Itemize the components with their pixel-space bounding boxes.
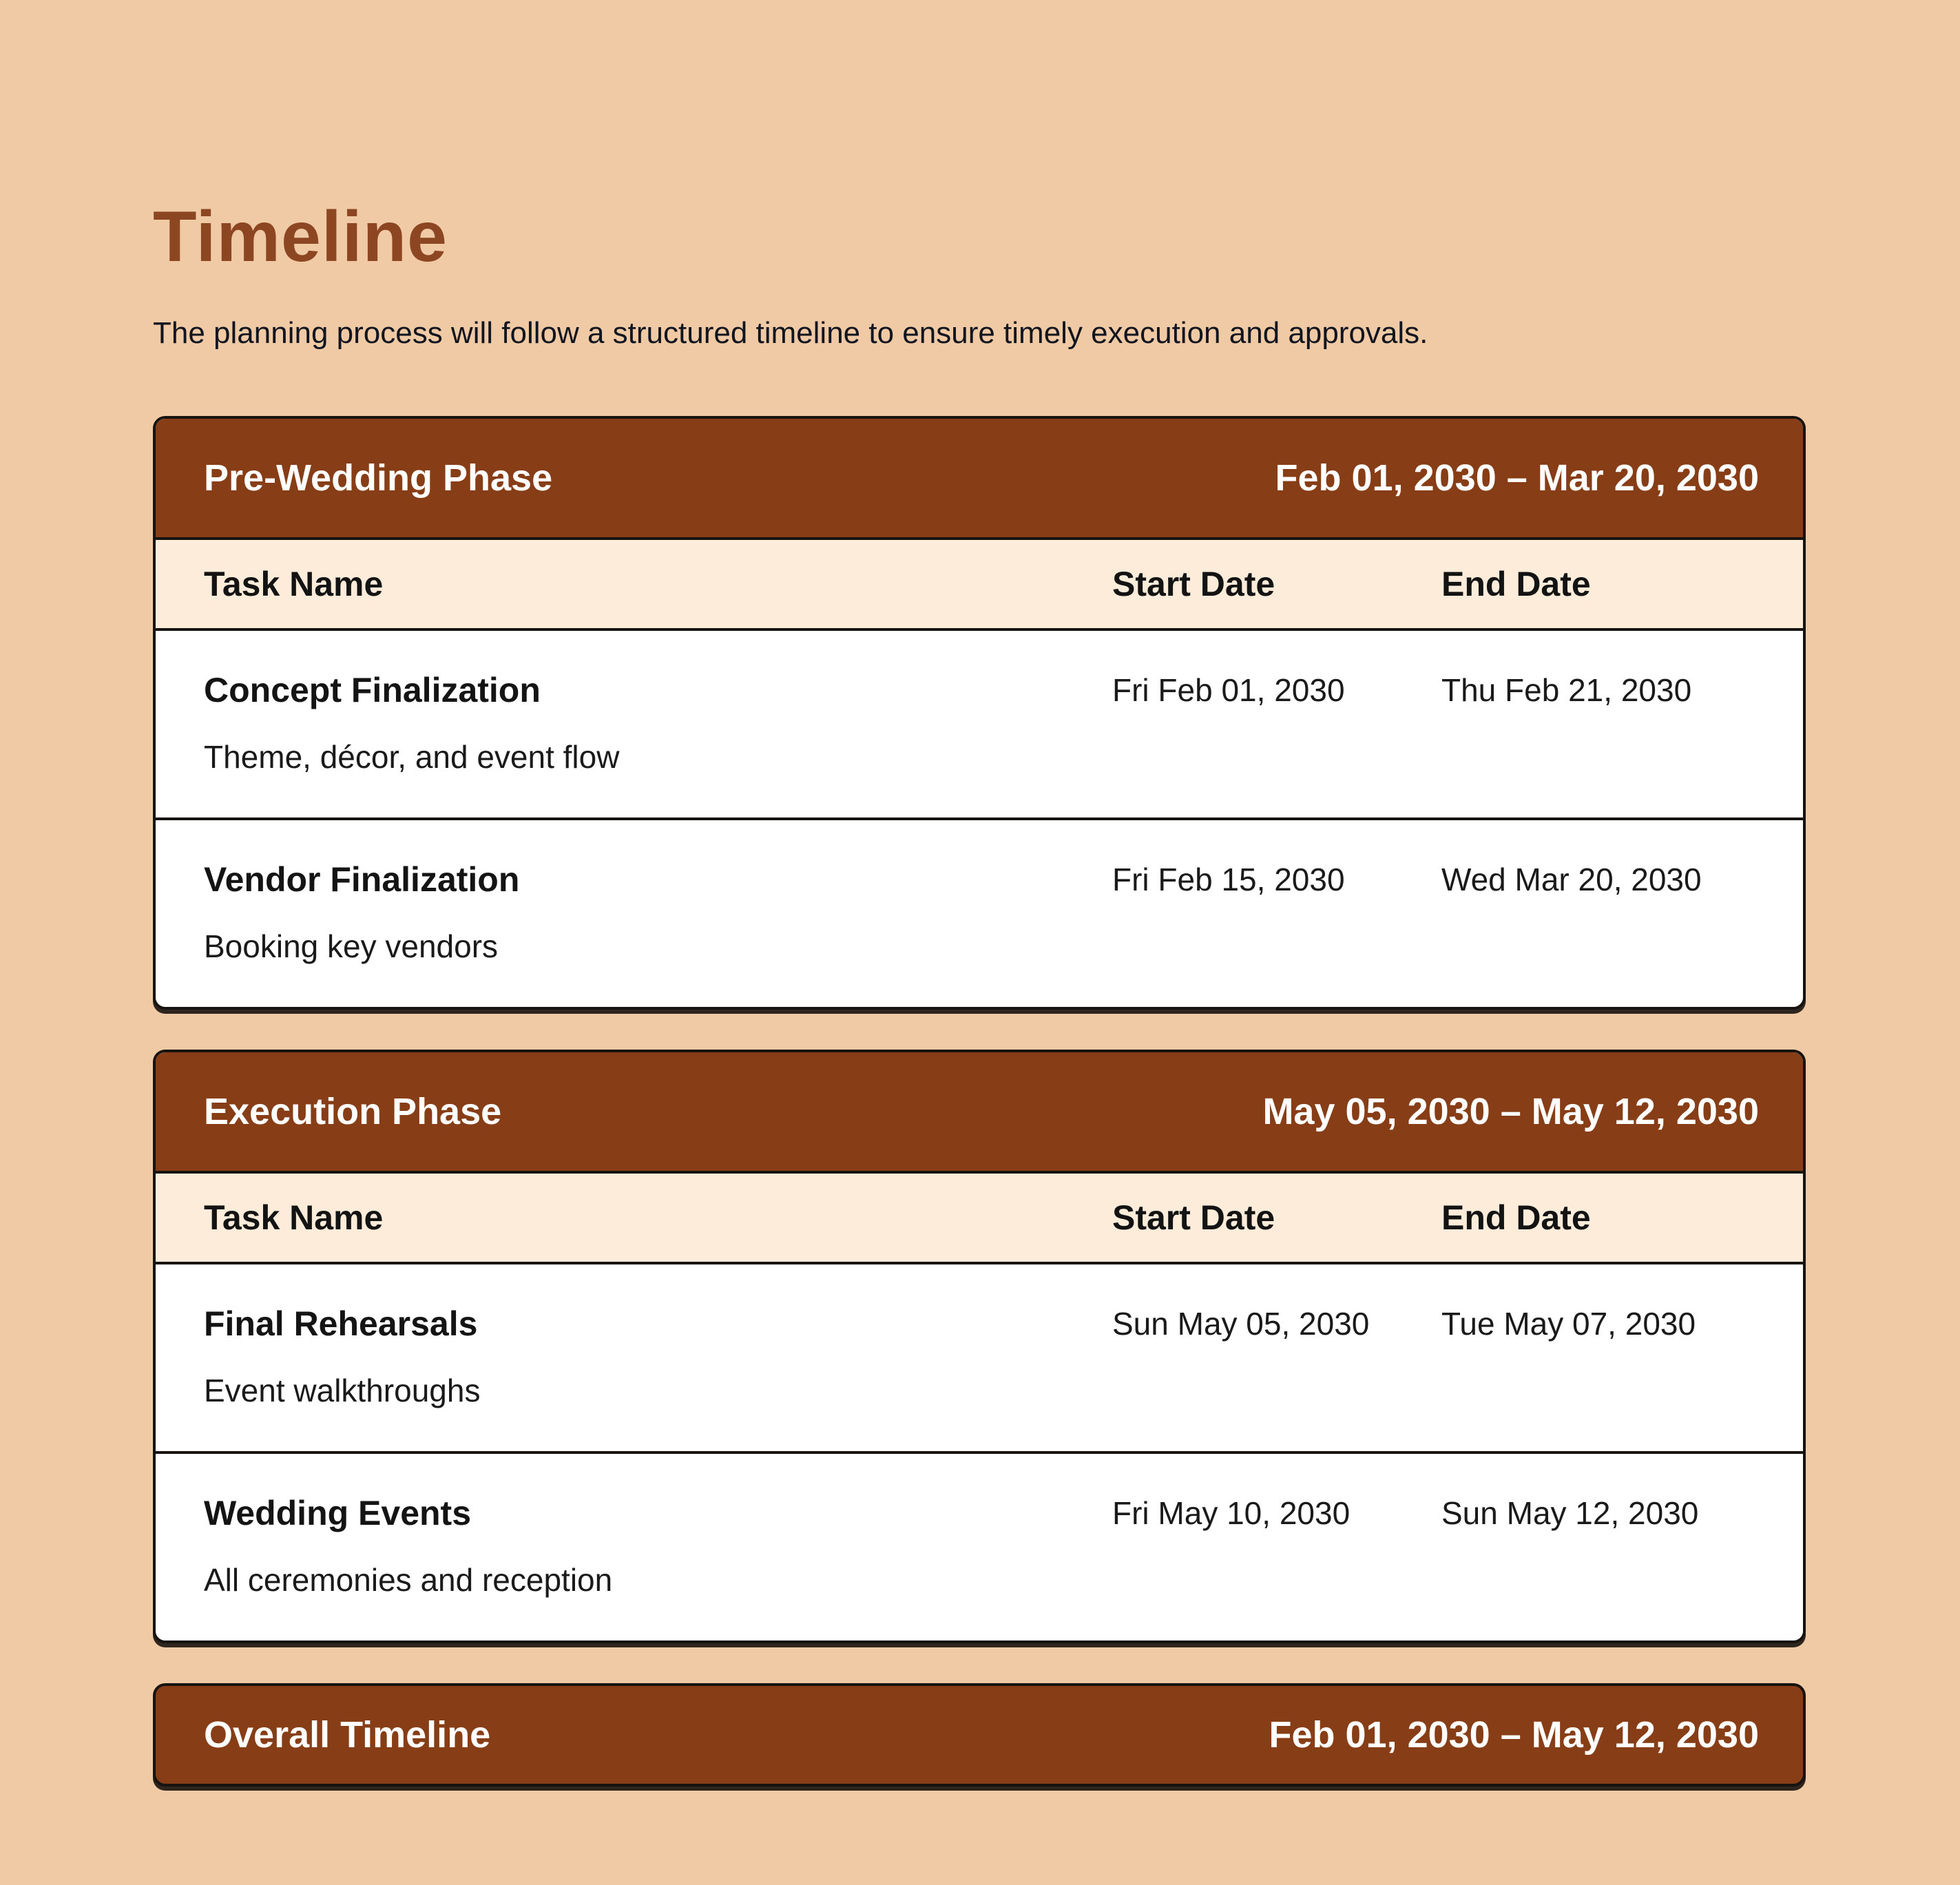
column-header-start: Start Date (1112, 564, 1275, 603)
task-name: Vendor Finalization (204, 860, 520, 899)
overall-timeline-date-range: Feb 01, 2030 – May 12, 2030 (1269, 1714, 1759, 1756)
task-end-date: Tue May 07, 2030 (1441, 1305, 1696, 1342)
task-description: Theme, décor, and event flow (204, 738, 620, 775)
phase-header (156, 419, 1803, 540)
phase-name: Execution Phase (204, 1090, 502, 1132)
task-description: Booking key vendors (204, 928, 499, 964)
task-description: Event walkthroughs (204, 1372, 481, 1408)
overall-timeline-label: Overall Timeline (204, 1714, 491, 1756)
task-start-date: Sun May 05, 2030 (1112, 1305, 1370, 1342)
column-header-task: Task Name (204, 564, 384, 603)
column-header-start: Start Date (1112, 1198, 1275, 1237)
task-description: All ceremonies and reception (204, 1561, 613, 1598)
task-start-date: Fri Feb 15, 2030 (1112, 861, 1345, 897)
phase-name: Pre-Wedding Phase (204, 457, 553, 499)
table-row (156, 1451, 1803, 1641)
table-row (156, 817, 1803, 1007)
task-start-date: Fri Feb 01, 2030 (1112, 671, 1345, 708)
table-row (156, 1262, 1803, 1451)
table-row (156, 628, 1803, 817)
task-start-date: Fri May 10, 2030 (1112, 1495, 1351, 1531)
phase-date-range: Feb 01, 2030 – Mar 20, 2030 (1275, 457, 1759, 499)
column-header-task: Task Name (204, 1198, 384, 1237)
phase-table-execution (153, 1050, 1806, 1643)
task-end-date: Thu Feb 21, 2030 (1441, 671, 1692, 708)
task-end-date: Sun May 12, 2030 (1441, 1495, 1699, 1531)
page-title: Timeline (153, 197, 448, 277)
page-subtitle: The planning process will follow a structured timeline to ensure timely execution and approvals. (153, 315, 1428, 350)
column-header-row (156, 1174, 1803, 1262)
task-name: Wedding Events (204, 1493, 472, 1532)
column-header-end: End Date (1441, 564, 1591, 603)
phase-header (156, 1052, 1803, 1174)
task-name: Concept Finalization (204, 670, 541, 709)
task-name: Final Rehearsals (204, 1304, 478, 1343)
task-end-date: Wed Mar 20, 2030 (1441, 861, 1702, 897)
column-header-end: End Date (1441, 1198, 1591, 1237)
phase-table-pre-wedding (153, 416, 1806, 1010)
overall-timeline-bar (153, 1683, 1806, 1787)
phase-date-range: May 05, 2030 – May 12, 2030 (1262, 1090, 1759, 1132)
column-header-row (156, 540, 1803, 628)
